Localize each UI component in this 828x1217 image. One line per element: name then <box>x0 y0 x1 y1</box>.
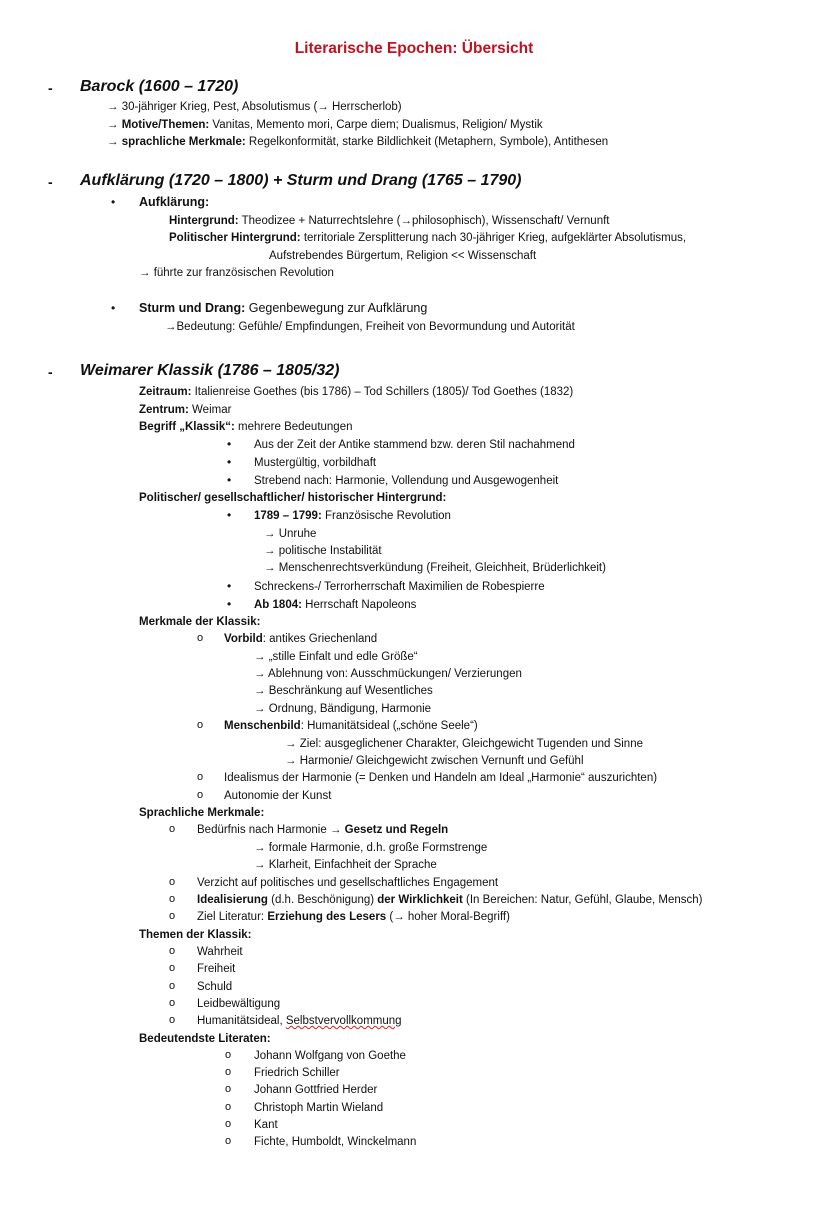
section-dash: - <box>48 174 53 190</box>
list-item: → politische Instabilität <box>264 545 382 557</box>
klassik-zeitraum: Zeitraum: Italienreise Goethes (bis 1786) – Tod Schillers (1805)/ Tod Goethes (1832) <box>139 386 574 398</box>
list-item: → Beschränkung auf Wesentliches <box>254 685 433 697</box>
list-item: → Unruhe <box>264 528 317 540</box>
list-item: → Ablehnung von: Ausschmückungen/ Verzierungen <box>254 668 522 680</box>
klassik-literaten-label: Bedeutendste Literaten: <box>139 1033 271 1045</box>
bullet: • <box>111 195 116 209</box>
klassik-hintergrund-label: Politischer/ gesellschaftlicher/ historischer Hintergrund: <box>139 492 447 504</box>
circle-bullet: o <box>169 876 176 888</box>
section-dash: - <box>48 80 53 96</box>
klassik-verzicht: Verzicht auf politisches und gesellschaftliches Engagement <box>197 877 499 889</box>
aufklaerung-politisch-cont: Aufstrebendes Bürgertum, Religion << Wissenschaft <box>269 250 537 262</box>
circle-bullet: o <box>169 962 176 974</box>
bullet: • <box>227 473 232 487</box>
list-item: Fichte, Humboldt, Winckelmann <box>254 1136 417 1148</box>
circle-bullet: o <box>197 719 204 731</box>
klassik-sprache-label: Sprachliche Merkmale: <box>139 807 265 819</box>
klassik-themen-label: Themen der Klassik: <box>139 929 252 941</box>
klassik-revolution: 1789 – 1799: Französische Revolution <box>254 510 451 522</box>
circle-bullet: o <box>225 1049 232 1061</box>
barock-line-3: → sprachliche Merkmale: Regelkonformität, starke Bildlichkeit (Metaphern, Symbole), Antithesen <box>107 136 609 148</box>
circle-bullet: o <box>169 1014 176 1026</box>
list-item: Humanitätsideal, Selbstvervollkommung <box>197 1015 402 1027</box>
circle-bullet: o <box>197 632 204 644</box>
klassik-terror: Schreckens-/ Terrorherrschaft Maximilien de Robespierre <box>254 581 545 593</box>
list-item: Leidbewältigung <box>197 998 281 1010</box>
circle-bullet: o <box>169 945 176 957</box>
aufklaerung-politisch: Politischer Hintergrund: territoriale Zersplitterung nach 30-jähriger Krieg, aufgeklärter Absolutismus, <box>169 232 687 244</box>
list-item: Wahrheit <box>197 946 243 958</box>
circle-bullet: o <box>169 997 176 1009</box>
circle-bullet: o <box>225 1118 232 1130</box>
list-item: Kant <box>254 1119 278 1131</box>
list-item: → formale Harmonie, d.h. große Formstrenge <box>254 842 488 854</box>
list-item: Strebend nach: Harmonie, Vollendung und Ausgewogenheit <box>254 475 559 487</box>
list-item: → Ordnung, Bändigung, Harmonie <box>254 703 432 715</box>
list-item: → Menschenrechtsverkündung (Freiheit, Gleichheit, Brüderlichkeit) <box>264 562 606 574</box>
bullet: • <box>227 579 232 593</box>
heading-klassik: Weimarer Klassik (1786 – 1805/32) <box>80 362 340 379</box>
list-item: → Harmonie/ Gleichgewicht zwischen Vernunft und Gefühl <box>285 755 584 767</box>
circle-bullet: o <box>197 789 204 801</box>
klassik-napoleon: Ab 1804: Herrschaft Napoleons <box>254 599 417 611</box>
circle-bullet: o <box>169 823 176 835</box>
bullet: • <box>227 508 232 522</box>
list-item: Schuld <box>197 981 233 993</box>
circle-bullet: o <box>169 910 176 922</box>
list-item: Christoph Martin Wieland <box>254 1102 384 1114</box>
circle-bullet: o <box>169 893 176 905</box>
sturm-drang-bedeutung: →Bedeutung: Gefühle/ Empfindungen, Freiheit von Bevormundung und Autorität <box>165 321 575 333</box>
circle-bullet: o <box>169 980 176 992</box>
klassik-ziel: Ziel Literatur: Erziehung des Lesers (→ hoher Moral-Begriff) <box>197 911 510 923</box>
bullet: • <box>111 301 116 315</box>
list-item: Aus der Zeit der Antike stammend bzw. deren Stil nachahmend <box>254 439 575 451</box>
list-item: Mustergültig, vorbildhaft <box>254 457 377 469</box>
klassik-autonomie: Autonomie der Kunst <box>224 790 332 802</box>
list-item: → Klarheit, Einfachheit der Sprache <box>254 859 437 871</box>
circle-bullet: o <box>225 1066 232 1078</box>
circle-bullet: o <box>225 1135 232 1147</box>
klassik-beduerfnis: Bedürfnis nach Harmonie → Gesetz und Regeln <box>197 824 449 836</box>
list-item: Johann Gottfried Herder <box>254 1084 378 1096</box>
list-item: Freiheit <box>197 963 236 975</box>
klassik-vorbild: Vorbild: antikes Griechenland <box>224 633 378 645</box>
bullet: • <box>227 437 232 451</box>
klassik-merkmale-label: Merkmale der Klassik: <box>139 616 261 628</box>
barock-line-2: → Motive/Themen: Vanitas, Memento mori, Carpe diem; Dualismus, Religion/ Mystik <box>107 119 543 131</box>
section-dash: - <box>48 364 53 380</box>
klassik-begriff: Begriff „Klassik“: mehrere Bedeutungen <box>139 421 353 433</box>
circle-bullet: o <box>225 1101 232 1113</box>
circle-bullet: o <box>225 1083 232 1095</box>
circle-bullet: o <box>197 771 204 783</box>
bullet: • <box>227 455 232 469</box>
sturm-drang: Sturm und Drang: Gegenbewegung zur Aufklärung <box>139 301 428 315</box>
list-item: → Ziel: ausgeglichener Charakter, Gleichgewicht Tugenden und Sinne <box>285 738 643 750</box>
bullet: • <box>227 597 232 611</box>
barock-line-1: → 30-jähriger Krieg, Pest, Absolutismus (→ Herrscherlob) <box>107 101 402 113</box>
klassik-zentrum: Zentrum: Weimar <box>139 404 232 416</box>
list-item: Johann Wolfgang von Goethe <box>254 1050 406 1062</box>
klassik-idealismus: Idealismus der Harmonie (= Denken und Handeln am Ideal „Harmonie“ auszurichten) <box>224 772 658 784</box>
heading-aufklaerung: Aufklärung (1720 – 1800) + Sturm und Drang (1765 – 1790) <box>80 172 522 189</box>
klassik-idealisierung: Idealisierung (d.h. Beschönigung) der Wirklichkeit (In Bereichen: Natur, Gefühl, Glaube, Mensch) <box>197 894 703 906</box>
aufklaerung-label: Aufklärung: <box>139 195 210 209</box>
klassik-menschenbild: Menschenbild: Humanitätsideal („schöne Seele“) <box>224 720 478 732</box>
aufklaerung-folge: → führte zur französischen Revolution <box>139 267 334 279</box>
aufklaerung-hintergrund: Hintergrund: Theodizee + Naturrechtslehre (→philosophisch), Wissenschaft/ Vernunft <box>169 215 610 227</box>
page-title: Literarische Epochen: Übersicht <box>294 40 534 57</box>
list-item: → „stille Einfalt und edle Größe“ <box>254 651 418 663</box>
heading-barock: Barock (1600 – 1720) <box>80 78 239 95</box>
list-item: Friedrich Schiller <box>254 1067 340 1079</box>
